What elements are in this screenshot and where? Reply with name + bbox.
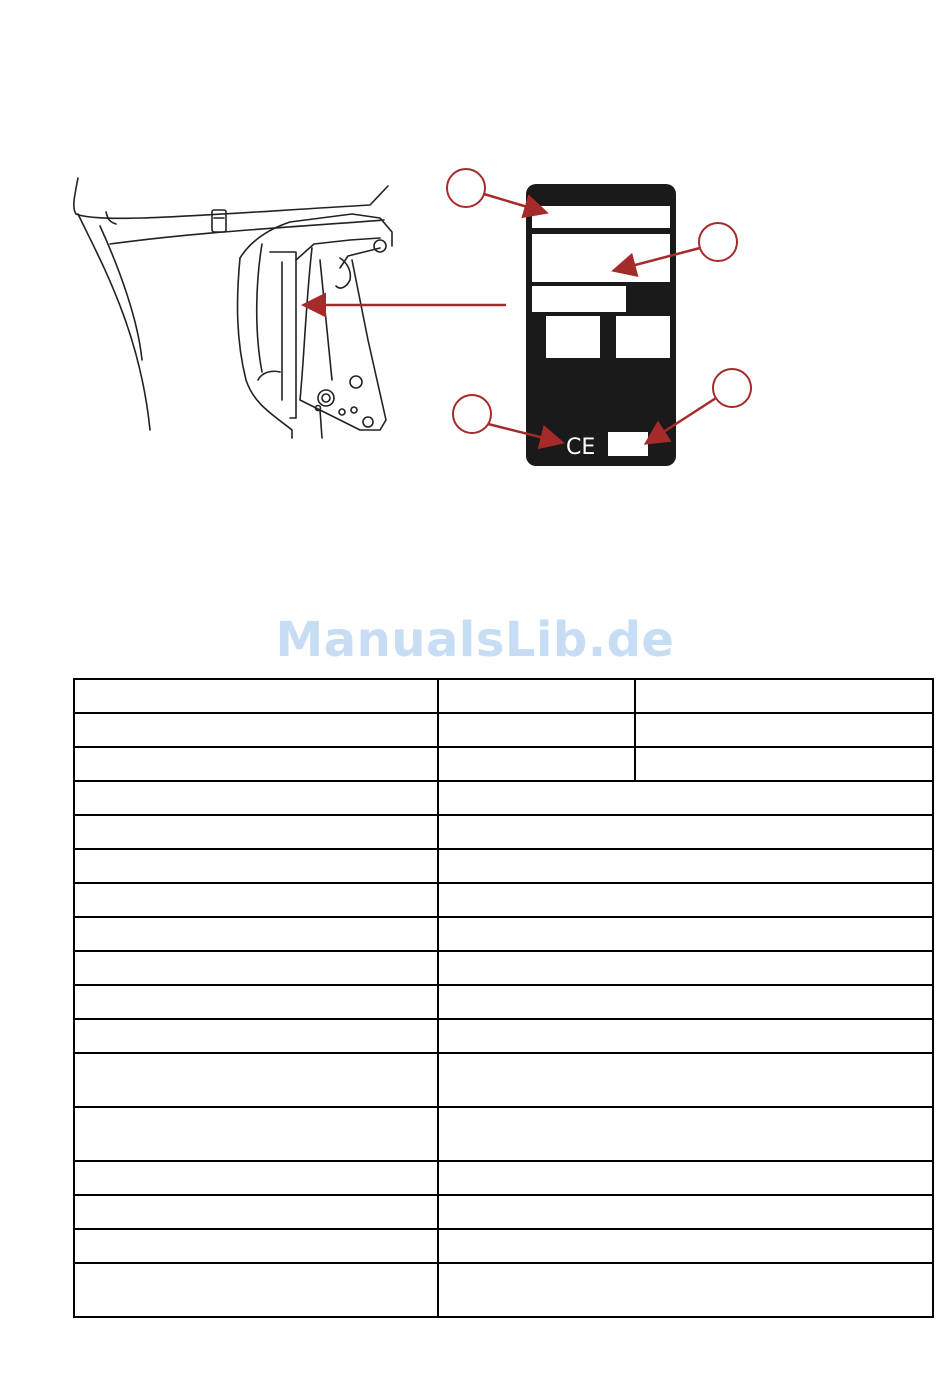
table-cell — [438, 1053, 933, 1107]
table-row — [74, 1053, 933, 1107]
table-cell — [74, 1229, 438, 1263]
table-cell — [438, 951, 933, 985]
table-cell — [74, 781, 438, 815]
outboard-bracket-drawing — [74, 178, 392, 438]
table-cell — [438, 985, 933, 1019]
table-row — [74, 917, 933, 951]
table-row — [74, 781, 933, 815]
table-cell — [74, 849, 438, 883]
table-row — [74, 1107, 933, 1161]
table-row — [74, 883, 933, 917]
table-cell — [635, 747, 933, 781]
table-cell — [438, 917, 933, 951]
table-row — [74, 1195, 933, 1229]
table-cell — [635, 713, 933, 747]
table-cell — [438, 883, 933, 917]
table-row — [74, 1229, 933, 1263]
ce-mark: CE — [566, 435, 596, 460]
table-cell — [74, 985, 438, 1019]
table-cell — [74, 1053, 438, 1107]
table-row — [74, 1161, 933, 1195]
table-cell — [74, 1195, 438, 1229]
table-cell — [438, 1263, 933, 1317]
table-cell — [74, 815, 438, 849]
table-row — [74, 679, 933, 713]
table-cell — [74, 679, 438, 713]
table-cell — [438, 849, 933, 883]
table-cell — [74, 1019, 438, 1053]
table-cell — [438, 1195, 933, 1229]
table-cell — [74, 1263, 438, 1317]
table-row — [74, 849, 933, 883]
table-row — [74, 951, 933, 985]
table-cell — [438, 815, 933, 849]
table-cell — [438, 781, 933, 815]
table-row — [74, 713, 933, 747]
table-cell — [74, 951, 438, 985]
table-row — [74, 1019, 933, 1053]
table-row — [74, 1263, 933, 1317]
table-cell — [74, 883, 438, 917]
serial-label-plate — [526, 184, 676, 466]
table-cell — [438, 679, 635, 713]
table-cell — [74, 917, 438, 951]
table-cell — [74, 713, 438, 747]
serial-label-location-figure — [0, 0, 950, 600]
table-cell — [74, 747, 438, 781]
table-cell — [635, 679, 933, 713]
watermark: ManualsLib.de — [275, 612, 675, 668]
table-cell — [438, 1019, 933, 1053]
table-cell — [438, 1161, 933, 1195]
table-cell — [74, 1107, 438, 1161]
table-cell — [438, 1229, 933, 1263]
table-cell — [74, 1161, 438, 1195]
table-cell — [438, 713, 635, 747]
table-row — [74, 985, 933, 1019]
table-cell — [438, 747, 635, 781]
table-cell — [438, 1107, 933, 1161]
table-row — [74, 747, 933, 781]
specification-table — [73, 678, 934, 1318]
table-row — [74, 815, 933, 849]
